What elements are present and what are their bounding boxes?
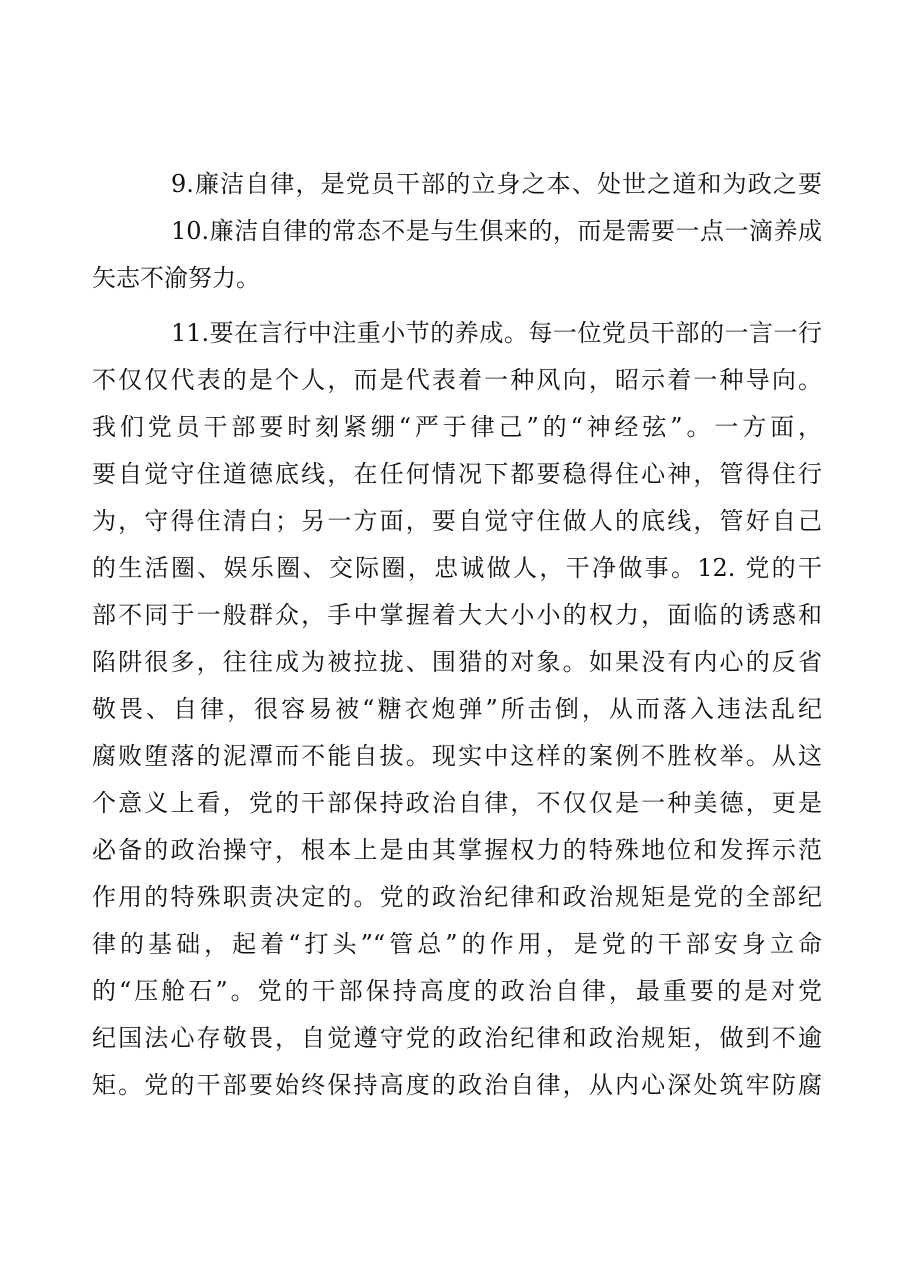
paragraph-11-line-14: 律的基础，起着“打头”“管总”的作用，是党的干部安身立命 — [92, 930, 822, 958]
paragraph-11-line-11: 个意义上看，党的干部保持政治自律，不仅仅是一种美德，更是 — [92, 789, 822, 817]
paragraph-11-line-13: 作用的特殊职责决定的。党的政治纪律和政治规矩是党的全部纪 — [92, 883, 822, 911]
paragraph-11-line-2: 不仅仅代表的是个人，而是代表着一种风向，昭示着一种导向。 — [92, 366, 822, 394]
paragraph-11-line-10: 腐败堕落的泥潭而不能自拔。现实中这样的案例不胜枚举。从这 — [92, 742, 822, 770]
paragraph-10-line-2: 矢志不渝努力。 — [92, 264, 260, 292]
paragraph-11-line-3: 我们党员干部要时刻紧绷“严于律己”的“神经弦”。一方面， — [92, 413, 822, 441]
paragraph-10-line-1: 10.廉洁自律的常态不是与生俱来的，而是需要一点一滴养成 — [171, 217, 822, 245]
paragraph-11-line-12: 必备的政治操守，根本上是由其掌握权力的特殊地位和发挥示范 — [92, 836, 822, 864]
paragraph-11-line-17: 矩。党的干部要始终保持高度的政治自律，从内心深处筑牢防腐 — [92, 1071, 822, 1099]
paragraph-11-line-4: 要自觉守住道德底线，在任何情况下都要稳得住心神，管得住行 — [92, 460, 822, 488]
paragraph-11-line-16: 纪国法心存敬畏，自觉遵守党的政治纪律和政治规矩，做到不逾 — [92, 1024, 822, 1052]
paragraph-11-line-1: 11.要在言行中注重小节的养成。每一位党员干部的一言一行 — [171, 319, 822, 347]
paragraph-11-line-8: 陷阱很多，往往成为被拉拢、围猎的对象。如果没有内心的反省 — [92, 648, 822, 676]
paragraph-11-line-9: 敬畏、自律，很容易被“糖衣炮弹”所击倒，从而落入违法乱纪 — [92, 695, 822, 723]
paragraph-11-line-7: 部不同于一般群众，手中掌握着大大小小的权力，面临的诱惑和 — [92, 601, 822, 629]
paragraph-11-line-5: 为，守得住清白；另一方面，要自觉守住做人的底线，管好自己 — [92, 507, 822, 535]
paragraph-11-line-6: 的生活圈、娱乐圈、交际圈，忠诚做人，干净做事。12. 党的干 — [92, 554, 822, 582]
paragraph-11-line-15: 的“压舱石”。党的干部保持高度的政治自律，最重要的是对党 — [92, 977, 822, 1005]
paragraph-9-line-1: 9.廉洁自律，是党员干部的立身之本、处世之道和为政之要 — [171, 170, 822, 198]
